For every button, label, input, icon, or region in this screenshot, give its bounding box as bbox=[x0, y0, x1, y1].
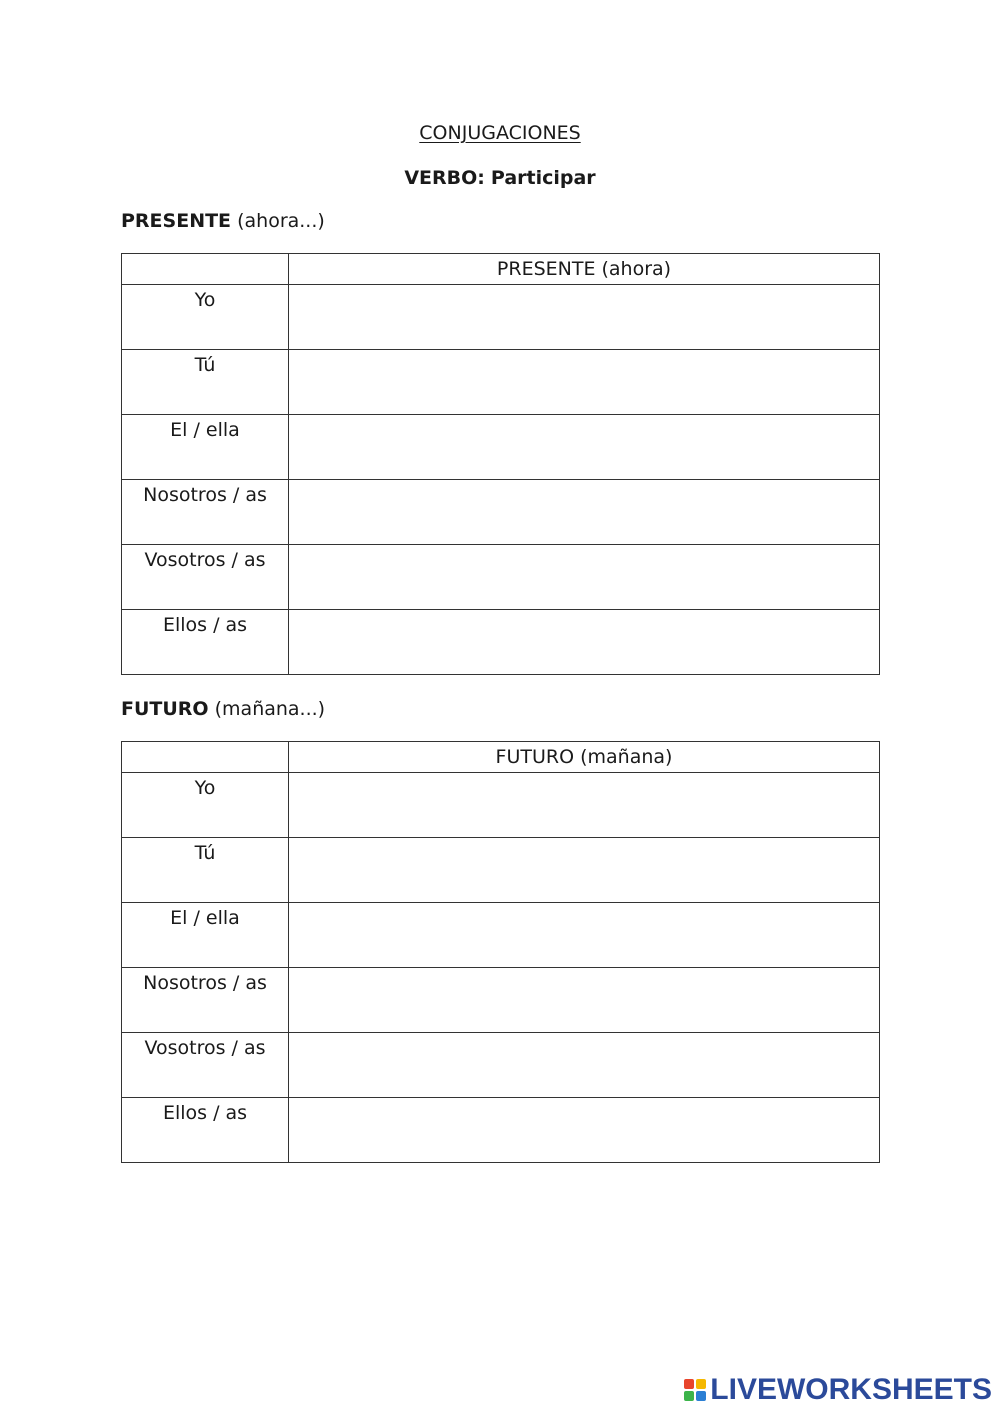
header-empty-cell bbox=[122, 742, 289, 773]
liveworksheets-watermark[interactable] bbox=[684, 1373, 992, 1407]
pronoun-cell: Tú bbox=[122, 838, 289, 903]
answer-cell-presente-vosotros[interactable] bbox=[289, 545, 880, 610]
table-row bbox=[122, 1098, 880, 1163]
table-row bbox=[122, 1033, 880, 1098]
header-empty-cell bbox=[122, 254, 289, 285]
table-row bbox=[122, 968, 880, 1033]
futuro-table bbox=[121, 741, 880, 1163]
answer-cell-presente-tu[interactable] bbox=[289, 350, 880, 415]
verb-label: VERBO: bbox=[404, 167, 485, 189]
page-title: CONJUGACIONES bbox=[419, 122, 581, 144]
answer-cell-futuro-nosotros[interactable] bbox=[289, 968, 880, 1033]
pronoun-cell: El / ella bbox=[122, 415, 289, 480]
table-row bbox=[122, 350, 880, 415]
answer-cell-presente-nosotros[interactable] bbox=[289, 480, 880, 545]
pronoun-cell: Ellos / as bbox=[122, 1098, 289, 1163]
section-heading-bold: PRESENTE bbox=[121, 210, 232, 232]
table-row bbox=[122, 838, 880, 903]
table-row bbox=[122, 285, 880, 350]
pronoun-cell: Tú bbox=[122, 350, 289, 415]
pronoun-cell: Nosotros / as bbox=[122, 480, 289, 545]
section-heading-bold: FUTURO bbox=[121, 698, 209, 720]
logo-square bbox=[684, 1391, 694, 1401]
answer-cell-presente-el[interactable] bbox=[289, 415, 880, 480]
presente-table bbox=[121, 253, 880, 675]
table-header-cell: FUTURO (mañana) bbox=[289, 742, 880, 773]
table-row bbox=[122, 903, 880, 968]
answer-cell-futuro-yo[interactable] bbox=[289, 773, 880, 838]
table-row bbox=[122, 480, 880, 545]
table-header-row bbox=[122, 254, 880, 285]
pronoun-cell: Ellos / as bbox=[122, 610, 289, 675]
verb-line bbox=[0, 167, 1000, 189]
logo-square bbox=[684, 1379, 694, 1389]
table-row bbox=[122, 545, 880, 610]
section-heading-note: (mañana...) bbox=[214, 698, 326, 720]
answer-cell-futuro-vosotros[interactable] bbox=[289, 1033, 880, 1098]
table-header-row bbox=[122, 742, 880, 773]
answer-cell-futuro-tu[interactable] bbox=[289, 838, 880, 903]
pronoun-cell: Vosotros / as bbox=[122, 545, 289, 610]
pronoun-cell: Nosotros / as bbox=[122, 968, 289, 1033]
logo-square bbox=[696, 1379, 706, 1389]
answer-cell-futuro-el[interactable] bbox=[289, 903, 880, 968]
answer-cell-futuro-ellos[interactable] bbox=[289, 1098, 880, 1163]
section-heading-presente bbox=[121, 210, 325, 232]
table-row bbox=[122, 773, 880, 838]
pronoun-cell: Vosotros / as bbox=[122, 1033, 289, 1098]
pronoun-cell: El / ella bbox=[122, 903, 289, 968]
answer-cell-presente-ellos[interactable] bbox=[289, 610, 880, 675]
watermark-text: LIVEWORKSHEETS bbox=[710, 1373, 992, 1406]
liveworksheets-logo-icon bbox=[684, 1379, 706, 1401]
answer-cell-presente-yo[interactable] bbox=[289, 285, 880, 350]
pronoun-cell: Yo bbox=[122, 285, 289, 350]
table-row bbox=[122, 415, 880, 480]
table-header-cell: PRESENTE (ahora) bbox=[289, 254, 880, 285]
table-row bbox=[122, 610, 880, 675]
verb-value: Participar bbox=[490, 167, 596, 189]
section-heading-note: (ahora...) bbox=[237, 210, 325, 232]
section-heading-futuro bbox=[121, 698, 325, 720]
logo-square bbox=[696, 1391, 706, 1401]
pronoun-cell: Yo bbox=[122, 773, 289, 838]
